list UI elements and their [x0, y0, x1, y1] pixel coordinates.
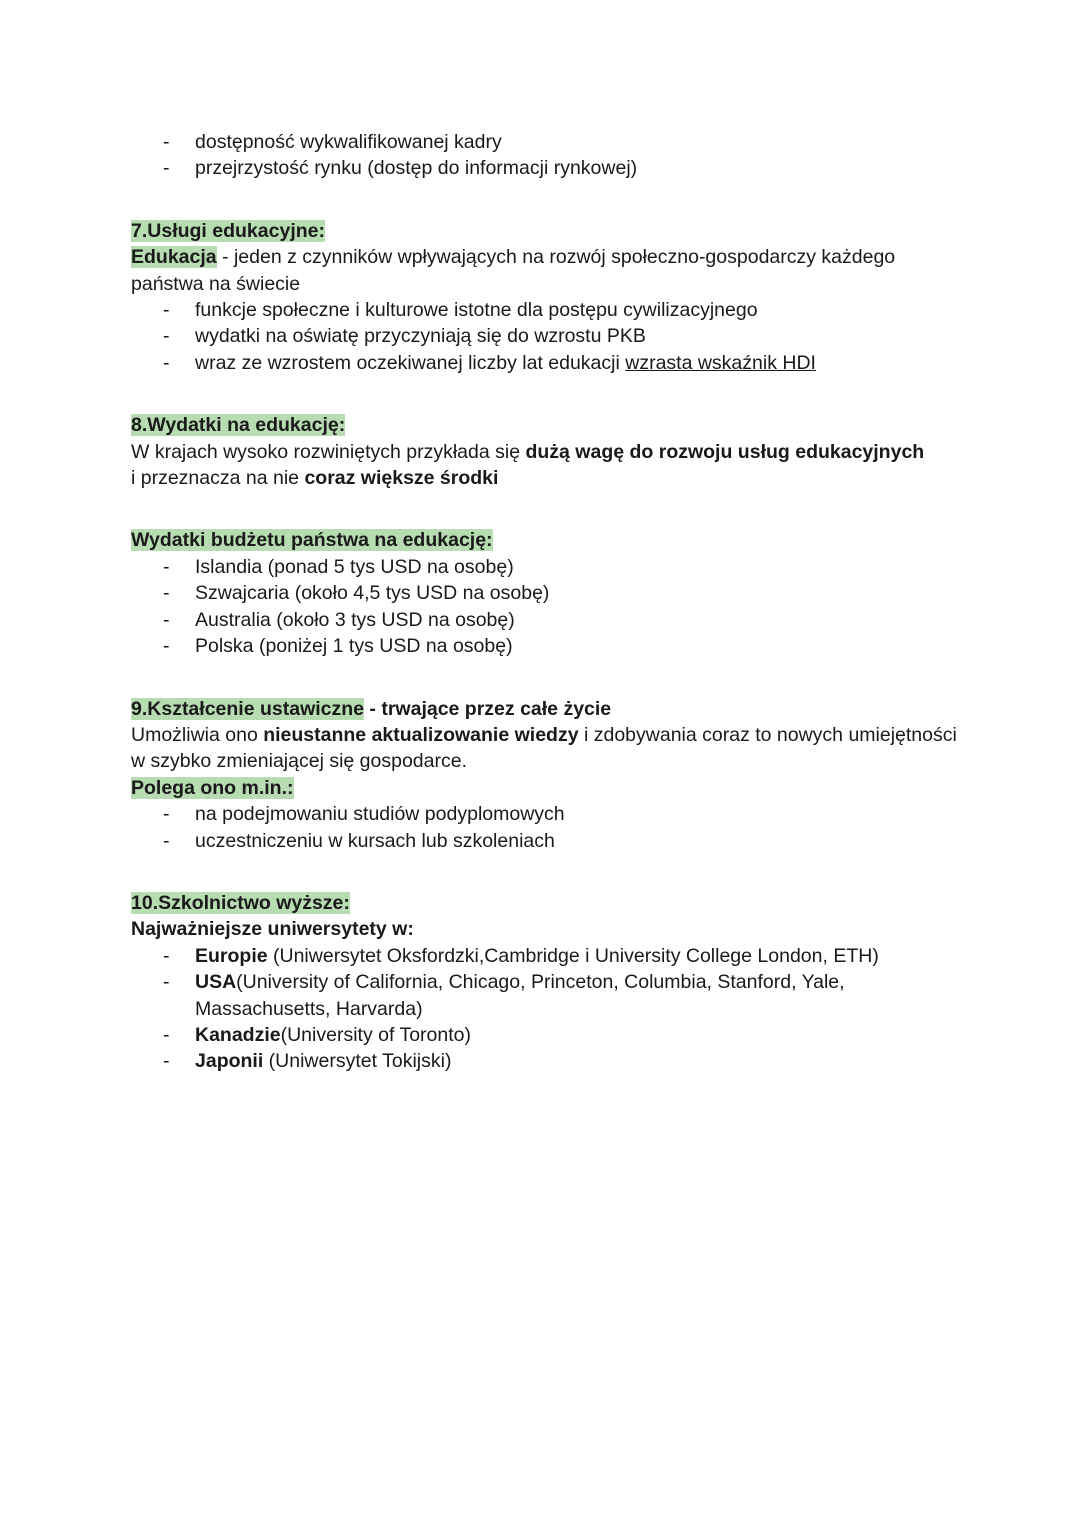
list-item: - Australia (około 3 tys USD na osobę) [131, 607, 961, 633]
intro-list [131, 129, 961, 182]
underlined-text: wzrasta wskaźnik HDI [625, 351, 816, 374]
section-8-heading: 8.Wydatki na edukację: [131, 414, 346, 437]
section-9-list [131, 801, 961, 854]
budget-heading: Wydatki budżetu państwa na edukację: [131, 529, 493, 552]
section-9-heading: 9.Kształcenie ustawiczne - trwające przez całe życie [131, 697, 612, 720]
list-item: - na podejmowaniu studiów podyplomowych [131, 801, 961, 827]
section-7-heading: 7.Usługi edukacyjne: [131, 219, 325, 242]
list-item: - Szwajcaria (około 4,5 tys USD na osobę) [131, 580, 961, 606]
list-item: - Polska (poniżej 1 tys USD na osobę) [131, 633, 961, 659]
section-9-subheading: Polega ono m.in.: [131, 776, 294, 799]
section-10-list [131, 943, 961, 1075]
list-item: - funkcje społeczne i kulturowe istotne dla postępu cywilizacyjnego [131, 297, 961, 323]
list-item: - wydatki na oświatę przyczyniają się do wzrostu PKB [131, 323, 961, 349]
section-8-paragraph: W krajach wysoko rozwiniętych przykłada się dużą wagę do rozwoju usług edukacyjnych i przeznacza na nie coraz większe środki [131, 440, 925, 490]
section-10-subheading: Najważniejsze uniwersytety w: [131, 918, 414, 941]
list-item: - Kanadzie(University of Toronto) [131, 1022, 961, 1048]
list-item: - Islandia (ponad 5 tys USD na osobę) [131, 554, 961, 580]
term-edukacja: Edukacja [131, 246, 217, 269]
list-item: - dostępność wykwalifikowanej kadry [131, 129, 961, 155]
section-9-paragraph: Umożliwia ono nieustanne aktualizowanie wiedzy i zdobywania coraz to nowych umiejętności w szybko zmieniającej się gospodarce. [131, 723, 957, 773]
list-item: - USA(University of California, Chicago, Princeton, Columbia, Stanford, Yale, Massachusetts, Harvarda) [131, 969, 961, 1022]
list-item: - przejrzystość rynku (dostęp do informacji rynkowej) [131, 155, 961, 181]
list-item: - wraz ze wzrostem oczekiwanej liczby lat edukacji wzrasta wskaźnik HDI [131, 350, 961, 376]
budget-list [131, 554, 961, 660]
document-content [131, 129, 961, 1075]
section-7-list [131, 297, 961, 376]
section-10-heading: 10.Szkolnictwo wyższe: [131, 891, 350, 914]
list-item: - uczestniczeniu w kursach lub szkoleniach [131, 828, 961, 854]
list-item: - Japonii (Uniwersytet Tokijski) [131, 1048, 961, 1074]
section-7-definition: Edukacja - jeden z czynników wpływających na rozwój społeczno-gospodarczy każdego państwa na świecie [131, 246, 896, 295]
list-item: - Europie (Uniwersytet Oksfordzki,Cambridge i University College London, ETH) [131, 943, 961, 969]
